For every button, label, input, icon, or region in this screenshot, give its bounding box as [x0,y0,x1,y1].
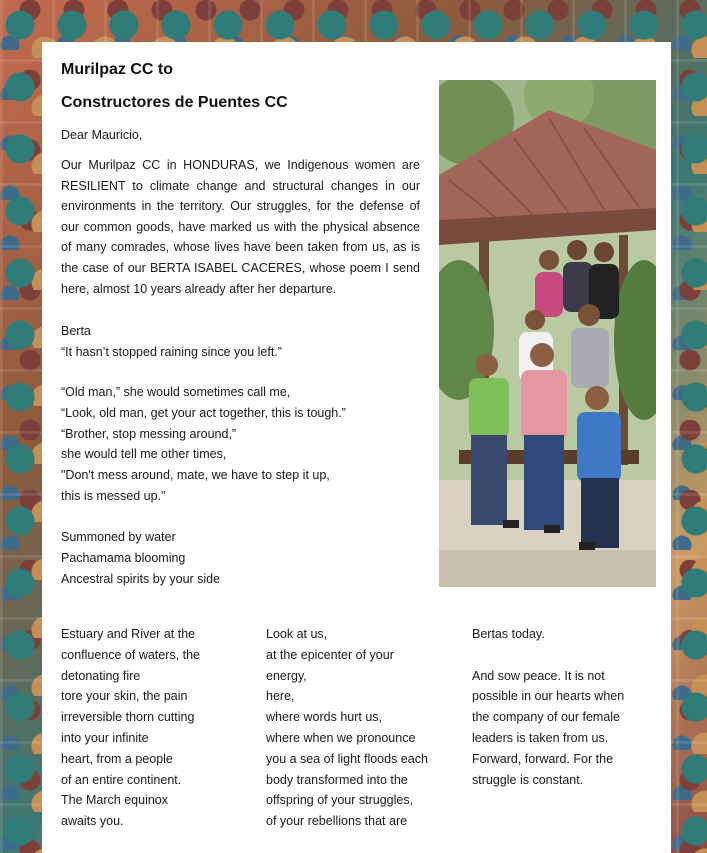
poem-line: Ancestral spirits by your side [61,571,221,586]
group-photo-illustration [439,80,656,587]
salutation: Dear Mauricio, [61,128,143,142]
poem-line: tore your skin, the pain [61,689,188,704]
poem-line: Summoned by water [61,530,176,544]
group-photo [439,80,656,587]
poem-line: body transformed into the [266,772,408,787]
poem-line: into your infinite [61,730,149,745]
poem-line: Look at us, [266,627,328,641]
poem-column-2 [266,624,428,832]
poem-line: “Look, old man, get your act together, this is tough.” [61,405,346,420]
poem-line: you a sea of light floods each [266,751,428,766]
poem-first-line: “It hasn’t stopped raining since you left.” [61,344,282,359]
poem-line: struggle is constant. [472,772,584,787]
poem-line: where words hurt us, [266,710,383,725]
poem-line: she would tell me other times, [61,447,227,462]
letter-title-line2: Constructores de Puentes CC [61,94,288,111]
poem-line: at the epicenter of your [266,647,394,662]
poem-line: detonating fire [61,668,141,683]
intro-paragraph: Our Murilpaz CC in HONDURAS, we Indigenous women are RESILIENT to climate change and structural changes in our environments in the territory. Our struggles, for the defense of our common goods, have marked us with the physical absence of many comrades, whose lives have been taken from us, as is the case of our BERTA ISABEL CACERES, whose poem I send here, almost 10 years already after her departure. [61,158,420,296]
poem-line: Estuary and River at the [61,627,196,641]
poem-line: Forward, forward. For the [472,751,614,766]
poem-intro [61,321,282,363]
poem-line: of your rebellions that are [266,814,408,829]
poem-line: irreversible thorn cutting [61,710,195,725]
poem-line: heart, from a people [61,751,173,766]
poem-stanza-1 [61,382,346,507]
letter-title-line1: Murilpaz CC to [61,61,173,78]
line-gap [472,645,624,666]
poem-author: Berta [61,324,91,338]
poem-column-1 [61,624,200,832]
poem-line: of an entire continent. [61,772,182,787]
poem-line: the company of our female [472,710,620,725]
poem-line: this is messed up." [61,488,166,503]
poem-line: offspring of your struggles, [266,793,414,808]
poem-line: And sow peace. It is not [472,668,605,683]
poem-line: “Brother, stop messing around,” [61,426,237,441]
poem-stanza-2 [61,527,220,589]
poem-line: where when we pronounce [266,730,416,745]
poem-line: confluence of waters, the [61,647,200,662]
poem-line: energy, [266,668,307,683]
poem-line: here, [266,689,295,704]
poem-line: The March equinox [61,793,169,808]
poem-line: Pachamama blooming [61,550,186,565]
poem-column-3 [472,624,624,790]
poem-line: possible in our hearts when [472,689,625,704]
poem-line: awaits you. [61,814,124,829]
poem-line: "Don't mess around, mate, we have to step it up, [61,468,330,483]
poem-line: Bertas today. [472,627,545,641]
poem-line: leaders is taken from us. [472,730,609,745]
poem-line: “Old man,” she would sometimes call me, [61,385,291,399]
